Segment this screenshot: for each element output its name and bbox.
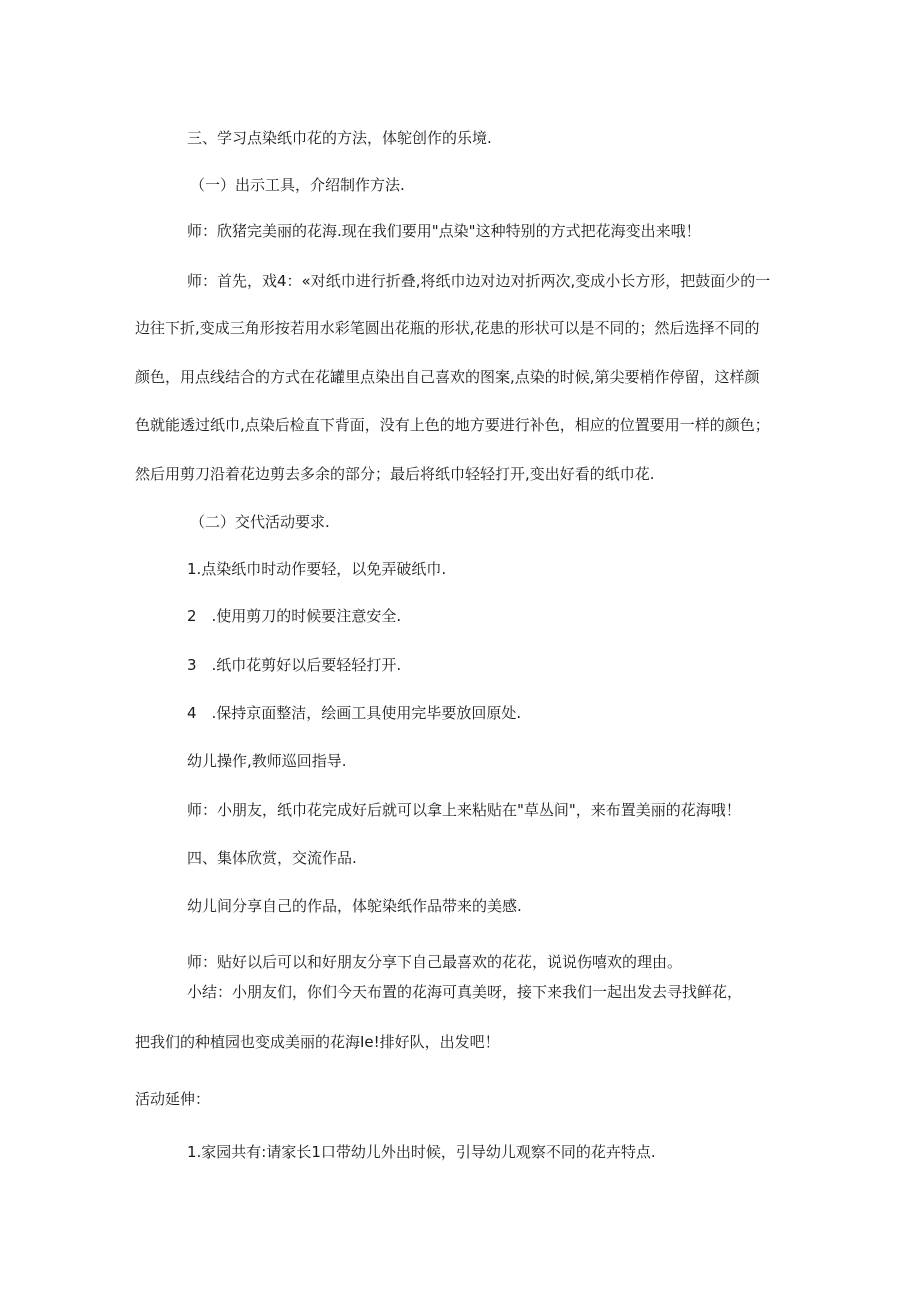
requirement-3: 3 .纸巾花剪好以后要轻轻打开.: [187, 656, 402, 674]
method-paragraph-line-4: 色就能透过纸巾,点染后检直下背面，没有上色的地方要进行补色，相应的位置要用一样的颜色；: [135, 416, 770, 434]
method-paragraph-line-5: 然后用剪刀沿着花边剪去多余的部分；最后将纸巾轻轻打开,变出好看的纸巾花.: [135, 465, 655, 483]
method-paragraph-line-2: 边往下折,变成三角形按若用水彩笔圆出花瓶的形状,花患的形状可以是不同的；然后选择不同的: [135, 319, 760, 337]
extension-heading: 活动延伸：: [135, 1090, 211, 1108]
method-paragraph-line-3: 颜色，用点线结合的方式在花罐里点染出自己喜欢的图案,点染的时候,第尖要梢作停留，这样颜: [135, 368, 760, 386]
teacher-line-2: 师：小朋友，纸巾花完成好后就可以拿上来粘贴在"草丛间"，来布置美丽的花海哦！: [187, 801, 741, 819]
extension-item-1: 1.家园共有:请家长1口带幼儿外出时候，引导幼儿观察不同的花卉特点.: [187, 1143, 656, 1161]
subsection-2-heading: （二）交代活动要求.: [190, 513, 330, 531]
section-4-heading: 四、集体欣赏，交流作品.: [187, 849, 357, 867]
sharing-line: 幼儿间分享自己的作品，体鸵染纸作品带来的美感.: [187, 897, 522, 915]
requirement-1: 1.点染纸巾时动作要轻，以免弄破纸巾.: [187, 560, 447, 578]
subsection-1-heading: （一）出示工具，介绍制作方法.: [190, 176, 405, 194]
summary-line-1: 小结：小朋友们，你们今天布置的花海可真美呀，接下来我们一起出发去寻找鲜花，: [187, 983, 743, 1001]
summary-line-2: 把我们的种植园也变成美丽的花海Ie!排好队，出发吧！: [135, 1033, 500, 1051]
section-3-heading: 三、学习点染纸巾花的方法，体鸵创作的乐境.: [187, 129, 492, 147]
teacher-line-1: 师：欣猪完美丽的花海.现在我们要用"点染"这种特别的方式把花海变出来哦！: [187, 222, 701, 240]
method-paragraph-line-1: 师：首先，戏4：«对纸巾进行折叠,将纸巾边对边对折两次,变成小长方形，把鼓面少的一: [187, 272, 771, 290]
requirement-4: 4 .保持京面整洁，绘画工具使用完毕要放回原处.: [187, 704, 522, 722]
child-operation-line: 幼儿操作,教师巡回指导.: [187, 752, 347, 770]
teacher-line-3: 师：贴好以后可以和好朋友分享下自己最喜欢的花花，说说伤嘻欢的理由。: [187, 953, 683, 971]
requirement-2: 2 .使用剪刀的时候要注意安全.: [187, 607, 402, 625]
